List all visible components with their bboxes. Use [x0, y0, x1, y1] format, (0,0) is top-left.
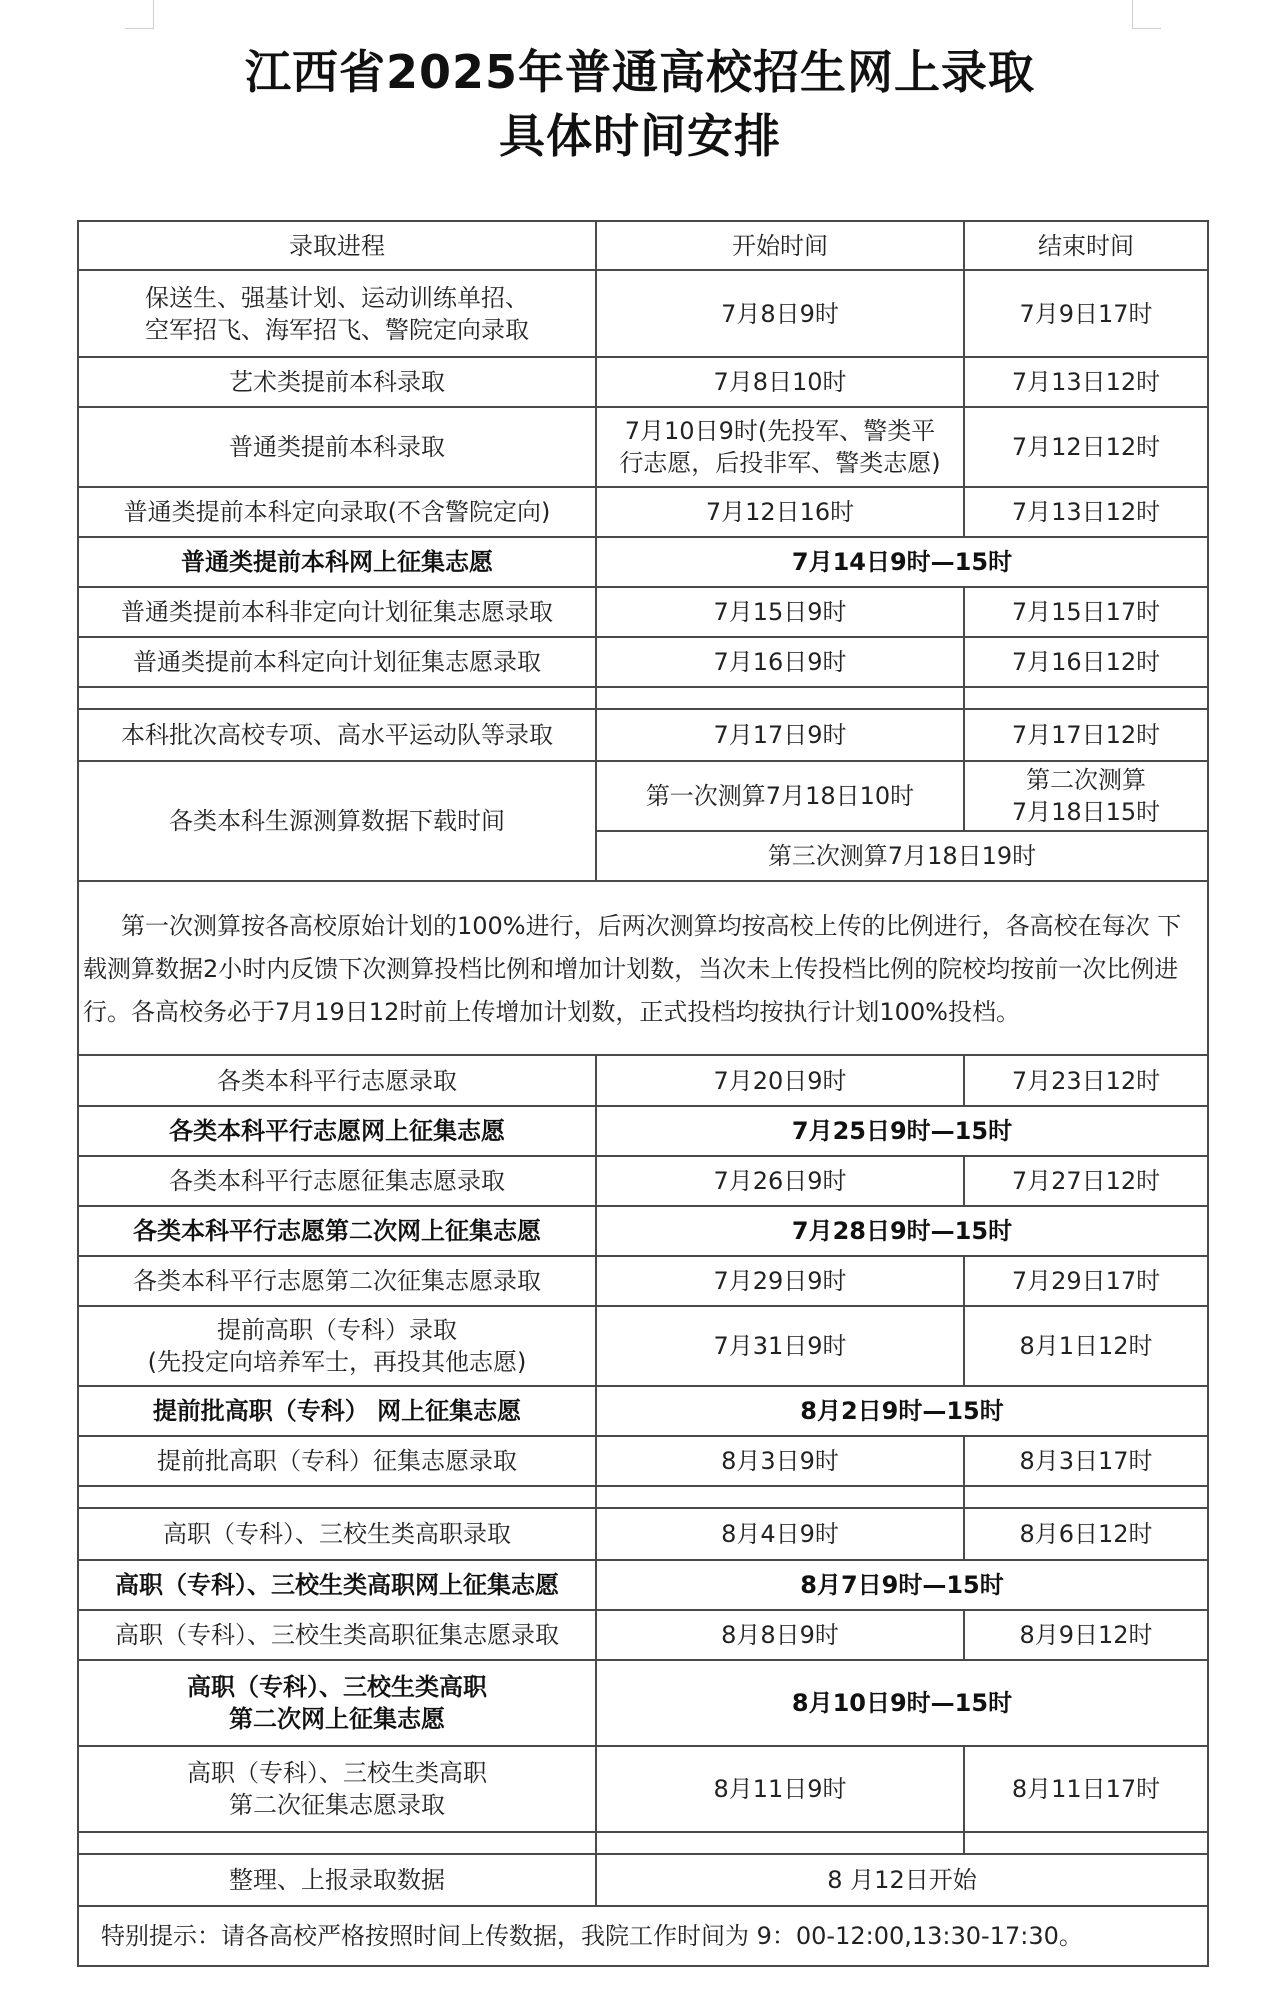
end-cell: 7月15日17时 — [964, 587, 1208, 637]
start-cell: 8月4日9时 — [596, 1508, 964, 1560]
process-cell: 提前批高职（专科） 网上征集志愿 — [78, 1386, 596, 1436]
end-cell: 8月3日17时 — [964, 1436, 1208, 1486]
table-row — [78, 1660, 1208, 1746]
table-row — [78, 537, 1208, 587]
table-row — [78, 1306, 1208, 1386]
header-process: 录取进程 — [78, 221, 596, 270]
time-span-cell: 7月14日9时—15时 — [596, 537, 1208, 587]
special-notice: 特别提示：请各高校严格按照时间上传数据，我院工作时间为 9：00-12:00,13:30-17:30。 — [78, 1906, 1208, 1966]
process-cell: 普通类提前本科网上征集志愿 — [78, 537, 596, 587]
start-cell: 7月12日16时 — [596, 487, 964, 537]
table-row — [78, 1746, 1208, 1832]
process-line-2: 第二次征集志愿录取 — [229, 1791, 445, 1819]
process-cell — [78, 270, 596, 357]
start-cell: 7月15日9时 — [596, 587, 964, 637]
end-cell: 8月1日12时 — [964, 1306, 1208, 1386]
process-cell: 普通类提前本科非定向计划征集志愿录取 — [78, 587, 596, 637]
spacer-cell — [964, 687, 1208, 709]
spacer-cell — [78, 687, 596, 709]
process-cell: 各类本科平行志愿网上征集志愿 — [78, 1106, 596, 1156]
crop-mark-right — [1132, 0, 1161, 29]
process-cell: 各类本科平行志愿录取 — [78, 1055, 596, 1106]
spacer-row — [78, 1486, 1208, 1508]
spacer-cell — [596, 1832, 964, 1854]
end-cell: 7月17日12时 — [964, 709, 1208, 761]
time-span-cell: 8月10日9时—15时 — [596, 1660, 1208, 1746]
second-calc-line-2: 7月18日15时 — [1011, 798, 1161, 826]
spacer-cell — [78, 1486, 596, 1508]
table-row — [78, 1508, 1208, 1560]
spacer-row — [78, 1832, 1208, 1854]
time-span-cell: 8月7日9时—15时 — [596, 1560, 1208, 1610]
spacer-cell — [78, 1832, 596, 1854]
process-cell: 高职（专科）、三校生类高职征集志愿录取 — [78, 1610, 596, 1660]
process-cell: 本科批次高校专项、高水平运动队等录取 — [78, 709, 596, 761]
process-line-2: (先投定向培养军士，再投其他志愿) — [147, 1348, 527, 1376]
process-cell: 整理、上报录取数据 — [78, 1854, 596, 1906]
start-cell — [596, 407, 964, 487]
end-cell: 7月16日12时 — [964, 637, 1208, 687]
table-row — [78, 1436, 1208, 1486]
table-row — [78, 1854, 1208, 1906]
start-cell: 7月26日9时 — [596, 1156, 964, 1206]
spacer-row — [78, 687, 1208, 709]
process-cell — [78, 1746, 596, 1832]
table-row — [78, 1256, 1208, 1306]
time-span-cell: 8月2日9时—15时 — [596, 1386, 1208, 1436]
process-line-1: 提前高职（专科）录取 — [217, 1316, 457, 1344]
time-span-cell: 8 月12日开始 — [596, 1854, 1208, 1906]
table-row — [78, 270, 1208, 357]
end-cell: 7月9日17时 — [964, 270, 1208, 357]
table-row — [78, 709, 1208, 761]
end-cell: 8月9日12时 — [964, 1610, 1208, 1660]
process-line-1: 保送生、强基计划、运动训练单招、 — [145, 283, 529, 312]
second-calc-cell — [964, 761, 1208, 831]
end-cell: 7月23日12时 — [964, 1055, 1208, 1106]
table-header-row — [78, 221, 1208, 270]
process-cell: 提前批高职（专科）征集志愿录取 — [78, 1436, 596, 1486]
table-row — [78, 761, 1208, 831]
end-cell: 8月11日17时 — [964, 1746, 1208, 1832]
page-title: 江西省2025年普通高校招生网上录取 — [244, 45, 1036, 99]
table-row — [78, 1560, 1208, 1610]
start-cell: 8月11日9时 — [596, 1746, 964, 1832]
spacer-cell — [596, 687, 964, 709]
table-row — [78, 357, 1208, 407]
process-cell: 高职（专科）、三校生类高职网上征集志愿 — [78, 1560, 596, 1610]
process-cell: 各类本科平行志愿第二次征集志愿录取 — [78, 1256, 596, 1306]
note-cell: 第一次测算按各高校原始计划的100%进行，后两次测算均按高校上传的比例进行，各高校在每次 下载测算数据2小时内反馈下次测算投档比例和增加计划数，当次未上传投档比例的院校均按前一次比例进行。各高校务必于7月19日12时前上传增加计划数，正式投档均按执行计划100%投档。 — [78, 881, 1208, 1055]
start-cell: 7月31日9时 — [596, 1306, 964, 1386]
table-row — [78, 487, 1208, 537]
time-span-cell: 7月25日9时—15时 — [596, 1106, 1208, 1156]
start-cell: 7月8日9时 — [596, 270, 964, 357]
crop-mark-left — [125, 0, 154, 29]
process-cell: 艺术类提前本科录取 — [78, 357, 596, 407]
spacer-cell — [964, 1832, 1208, 1854]
page-subtitle: 具体时间安排 — [499, 109, 781, 163]
process-line-1: 高职（专科）、三校生类高职 — [187, 1759, 487, 1787]
schedule-table — [77, 220, 1209, 1967]
process-line-2: 第二次网上征集志愿 — [229, 1705, 445, 1733]
start-cell: 7月29日9时 — [596, 1256, 964, 1306]
process-cell: 普通类提前本科录取 — [78, 407, 596, 487]
process-cell — [78, 1306, 596, 1386]
spacer-cell — [964, 1486, 1208, 1508]
process-cell: 普通类提前本科定向计划征集志愿录取 — [78, 637, 596, 687]
spacer-cell — [596, 1486, 964, 1508]
first-calc-cell: 第一次测算7月18日10时 — [596, 761, 964, 831]
end-cell: 8月6日12时 — [964, 1508, 1208, 1560]
table-row — [78, 637, 1208, 687]
second-calc-line-1: 第二次测算 — [1026, 766, 1146, 794]
header-end: 结束时间 — [964, 221, 1208, 270]
process-cell: 普通类提前本科定向录取(不含警院定向) — [78, 487, 596, 537]
process-cell: 高职（专科）、三校生类高职录取 — [78, 1508, 596, 1560]
time-span-cell: 7月28日9时—15时 — [596, 1206, 1208, 1256]
process-cell: 各类本科平行志愿征集志愿录取 — [78, 1156, 596, 1206]
start-cell: 8月3日9时 — [596, 1436, 964, 1486]
start-cell: 7月8日10时 — [596, 357, 964, 407]
header-start: 开始时间 — [596, 221, 964, 270]
process-line-2: 空军招飞、海军招飞、警院定向录取 — [145, 315, 529, 344]
table-row — [78, 407, 1208, 487]
note-row — [78, 881, 1208, 1055]
start-line-2: 行志愿，后投非军、警类志愿) — [619, 449, 941, 477]
end-cell: 7月27日12时 — [964, 1156, 1208, 1206]
table-row — [78, 1610, 1208, 1660]
end-cell: 7月12日12时 — [964, 407, 1208, 487]
end-cell: 7月13日12时 — [964, 487, 1208, 537]
process-line-1: 高职（专科）、三校生类高职 — [187, 1673, 487, 1701]
process-cell: 各类本科平行志愿第二次网上征集志愿 — [78, 1206, 596, 1256]
table-row — [78, 1156, 1208, 1206]
table-row — [78, 1206, 1208, 1256]
start-cell: 8月8日9时 — [596, 1610, 964, 1660]
table-row — [78, 1055, 1208, 1106]
start-cell: 7月17日9时 — [596, 709, 964, 761]
end-cell: 7月13日12时 — [964, 357, 1208, 407]
start-line-1: 7月10日9时(先投军、警类平 — [624, 417, 936, 445]
process-cell: 各类本科生源测算数据下载时间 — [78, 761, 596, 881]
table-row — [78, 587, 1208, 637]
start-cell: 7月16日9时 — [596, 637, 964, 687]
third-calc-cell: 第三次测算7月18日19时 — [596, 831, 1208, 881]
table-row — [78, 1106, 1208, 1156]
start-cell: 7月20日9时 — [596, 1055, 964, 1106]
process-cell — [78, 1660, 596, 1746]
notice-row — [78, 1906, 1208, 1966]
end-cell: 7月29日17时 — [964, 1256, 1208, 1306]
table-row — [78, 1386, 1208, 1436]
